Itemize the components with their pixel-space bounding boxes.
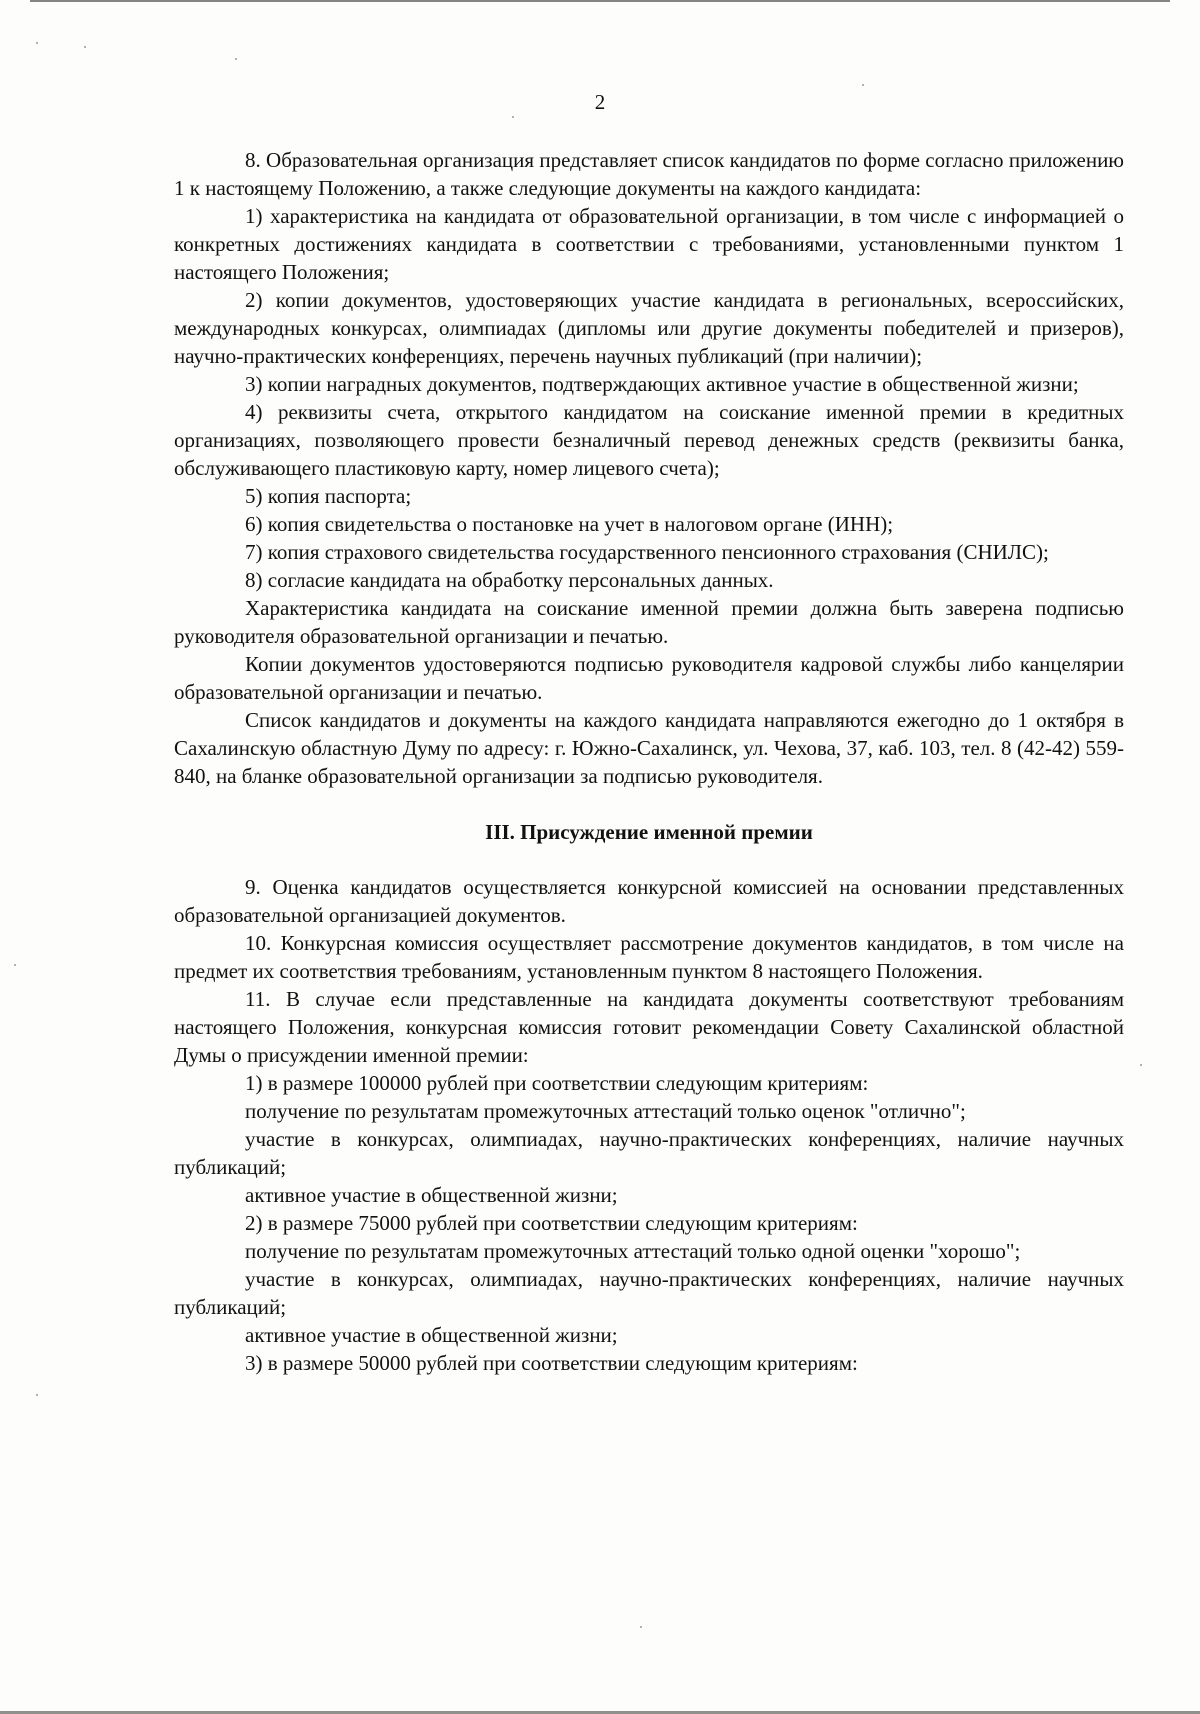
paragraph-submission-address: Список кандидатов и документы на каждого кандидата направляются ежегодно до 1 октября в Сахалинскую областную Думу по адресу: г. Южно-Сахалинск, ул. Чехова, 37, каб. 103, тел. 8 (42-42) 559-840, на бланке образовательной организации за подписью руководителя.	[174, 708, 1124, 788]
list-item-participation-copies: 2) копии документов, удостоверяющих участие кандидата в региональных, всероссийских, международных конкурсах, олимпиадах (дипломы или другие документы победителей и призеров), научно-практических конференциях, перечень научных публикаций (при наличии);	[174, 288, 1124, 368]
list-item-award-75000: 2) в размере 75000 рублей при соответствии следующим критериям:	[245, 1211, 858, 1235]
criterion-one-good-grade: получение по результатам промежуточных аттестаций только одной оценки "хорошо";	[245, 1239, 1021, 1263]
paragraph-item-8: 8. Образовательная организация представляет список кандидатов по форме согласно приложению 1 к настоящему Положению, а также следующие документы на каждого кандидата:	[174, 148, 1124, 200]
criterion-public-life: активное участие в общественной жизни;	[245, 1323, 618, 1347]
section-heading: III. Присуждение именной премии	[485, 820, 813, 844]
list-item-award-copies: 3) копии наградных документов, подтверждающих активное участие в общественной жизни;	[245, 372, 1079, 396]
list-item-award-100000: 1) в размере 100000 рублей при соответствии следующим критериям:	[245, 1071, 869, 1095]
list-item-characteristic: 1) характеристика на кандидата от образовательной организации, в том числе с информацией о конкретных достижениях кандидата в соответствии с требованиями, установленными пунктом 1 настоящего Положения;	[174, 204, 1124, 284]
paragraph-item-9: 9. Оценка кандидатов осуществляется конкурсной комиссией на основании представленных образовательной организацией документов.	[174, 875, 1124, 927]
scan-speck	[512, 116, 514, 118]
scan-speck	[1140, 1064, 1142, 1066]
spacer	[174, 846, 1124, 873]
scan-speck	[862, 84, 864, 86]
document-body	[174, 146, 1124, 1377]
spacer	[174, 790, 1124, 818]
list-item-award-50000: 3) в размере 50000 рублей при соответствии следующим критериям:	[245, 1351, 858, 1375]
list-item-account-details: 4) реквизиты счета, открытого кандидатом на соискание именной премии в кредитных организациях, позволяющего провести безналичный перевод денежных средств (реквизиты банка, обслуживающего пластиковую карту, номер лицевого счета);	[174, 400, 1124, 480]
paragraph-characteristic-certification: Характеристика кандидата на соискание именной премии должна быть заверена подписью руководителя образовательной организации и печатью.	[174, 596, 1124, 648]
page-number: 2	[594, 90, 606, 114]
scan-speck	[235, 58, 237, 60]
paragraph-item-10: 10. Конкурсная комиссия осуществляет рассмотрение документов кандидатов, в том числе на предмет их соответствия требованиям, установленным пунктом 8 настоящего Положения.	[174, 931, 1124, 983]
criterion-competitions: участие в конкурсах, олимпиадах, научно-практических конференциях, наличие научных публикаций;	[174, 1127, 1124, 1179]
list-item-consent: 8) согласие кандидата на обработку персональных данных.	[245, 568, 774, 592]
criterion-competitions: участие в конкурсах, олимпиадах, научно-практических конференциях, наличие научных публикаций;	[174, 1267, 1124, 1319]
paragraph-copies-certification: Копии документов удостоверяются подписью руководителя кадровой службы либо канцелярии образовательной организации и печатью.	[174, 652, 1124, 704]
criterion-excellent-grades: получение по результатам промежуточных аттестаций только оценок "отлично";	[245, 1099, 966, 1123]
criterion-public-life: активное участие в общественной жизни;	[245, 1183, 618, 1207]
list-item-inn: 6) копия свидетельства о постановке на учет в налоговом органе (ИНН);	[245, 512, 894, 536]
list-item-passport: 5) копия паспорта;	[245, 484, 412, 508]
paragraph-item-11: 11. В случае если представленные на кандидата документы соответствуют требованиям настоящего Положения, конкурсная комиссия готовит рекомендации Совету Сахалинской областной Думы о присуждении именной премии:	[174, 987, 1124, 1067]
scan-speck	[36, 42, 38, 44]
scan-speck	[84, 46, 86, 48]
scan-speck	[36, 1394, 38, 1396]
list-item-snils: 7) копия страхового свидетельства государственного пенсионного страхования (СНИЛС);	[245, 540, 1049, 564]
scan-speck	[640, 1626, 642, 1628]
scan-speck	[14, 964, 16, 966]
scan-edge-top	[30, 0, 1170, 2]
